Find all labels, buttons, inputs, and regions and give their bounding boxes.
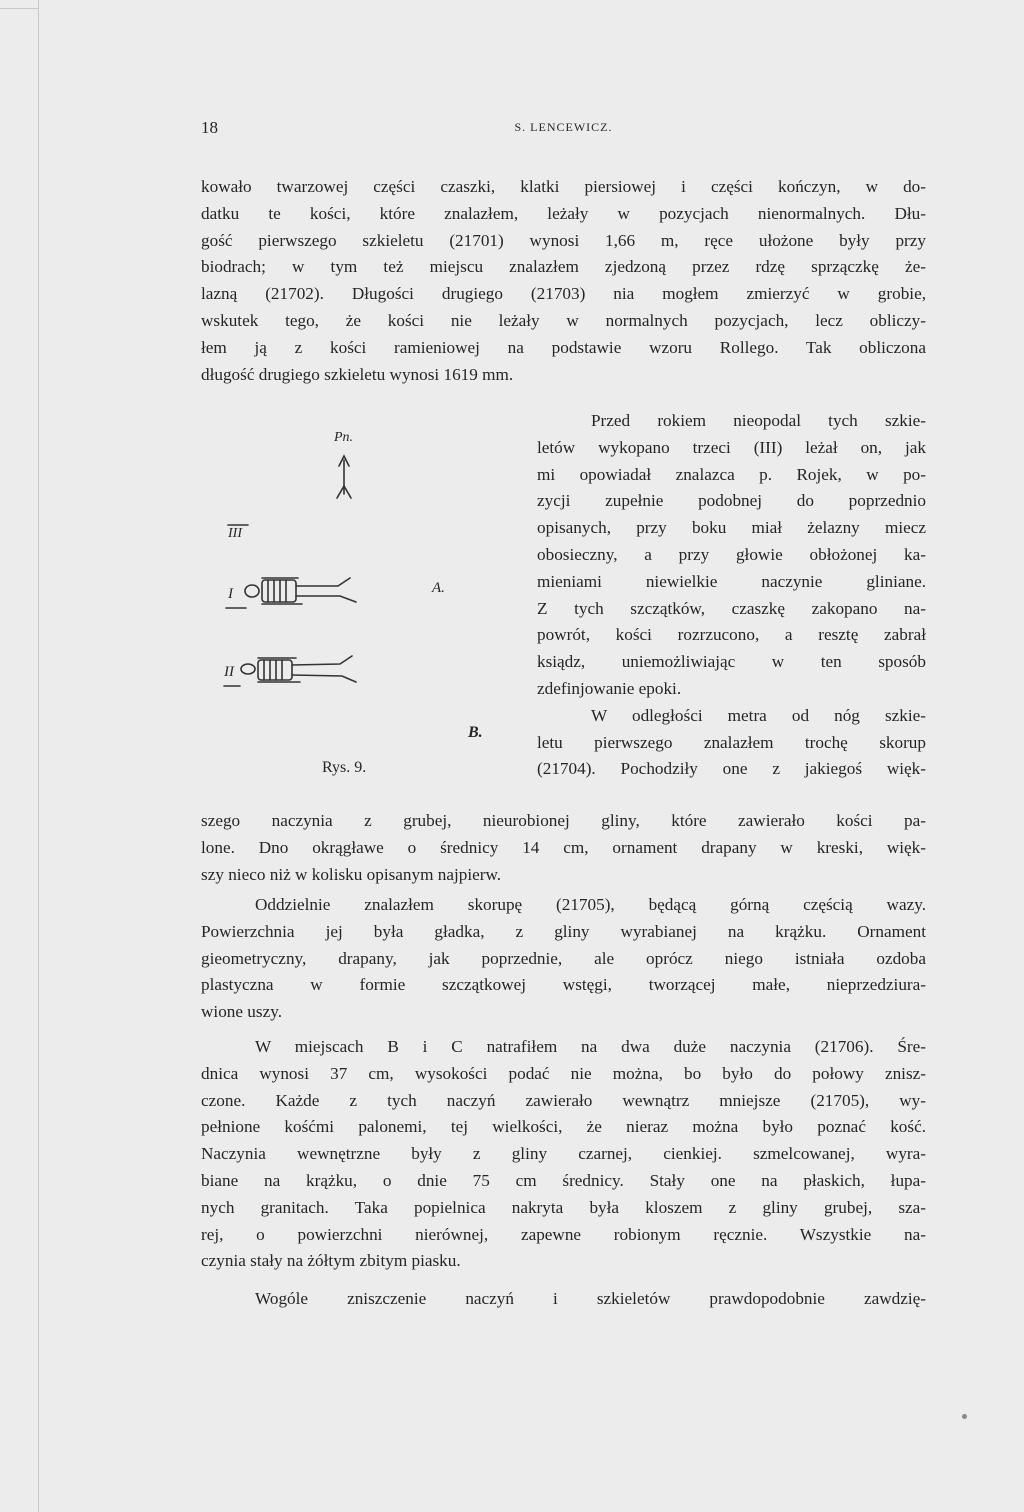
page-number: 18 [201,118,218,137]
text-line: mi opowiadał znalazca p. Rojek, w po- [537,464,926,484]
text-line: biane na krążku, o dnie 75 cm średnicy. Stały one na płaskich, łupa- [201,1170,926,1190]
running-head: S. LENCEWICZ. [514,120,613,134]
text-line: mieniami niewielkie naczynie gliniane. [537,571,926,591]
label-b: B. [468,724,483,741]
text-line: czynia stały na żółtym zbitym piasku. [201,1251,461,1271]
text-line: W odległości metra od nóg szkie- [591,705,926,725]
text-line: Wogóle zniszczenie naczyń i szkieletów prawdopodobnie zawdzię- [255,1289,926,1308]
text-line: Naczynia wewnętrzne były z gliny czarnej, cienkiej. szmelcowanej, wyra- [201,1144,926,1164]
paragraph-3 [201,892,926,1026]
text-line: wskutek tego, że kości nie leżały w normalnych pozycjach, lecz obliczy- [201,310,926,330]
text-line: lazną (21702). Długości drugiego (21703) nia mogłem zmierzyć w grobie, [201,284,926,304]
text-line: opisanych, przy boku miał żelazny miecz [537,518,926,538]
text-line: letu pierwszego znalazłem trochę skorup [537,732,926,752]
text-line: powrót, kości rozrzucono, a resztę zabrał [537,625,926,645]
skeleton-ii [241,656,356,682]
text-line: łem ją z kości ramieniowej na podstawie wzoru Rollego. Tak obliczona [201,337,926,357]
text-line: zycji zupełnie podobnej do poprzednio [537,491,926,511]
skeleton-i [245,578,356,604]
side-column-text [537,408,926,783]
text-line: Powierzchnia jej była gładka, z gliny wyrabianej na krążku. Ornament [201,921,926,941]
page-header [201,118,926,142]
text-line: datku te kości, które znalazłem, leżały w pozycjach nienormalnych. Dłu- [201,203,926,223]
text-line: szego naczynia z grubej, nieurobionej gliny, które zawierało kości pa- [201,811,926,830]
text-line: obosieczny, a przy głowie obłożonej ka- [537,544,926,564]
text-line: zdefinjowanie epoki. [537,678,682,698]
paragraph-4 [201,1034,926,1275]
text-line: (21704). Pochodziły one z jakiegoś więk- [537,759,926,779]
paragraph-5 [201,1286,926,1313]
text-line: Oddzielnie znalazłem skorupę (21705), będącą górną częścią wazy. [255,895,926,914]
text-line: ksiądz, uniemożliwiając w ten sposób [537,652,926,672]
text-line: letów wykopano trzeci (III) leżał on, jak [537,437,926,457]
text-line: biodrach; w tym też miejscu znalazłem zjedzoną przez rdzę sprzączkę że- [201,257,926,277]
figure-caption: Rys. 9. [322,759,367,776]
label-ii: II [224,664,234,680]
text-line: szy nieco niż w kolisku opisanym najpierw. [201,864,502,884]
paragraph-1 [201,174,926,388]
text-line: pełnione kośćmi palonemi, tej wielkości, że nieraz można było poznać kość. [201,1117,926,1137]
text-line: W miejscach B i C natrafiłem na dwa duże naczynia (21706). Śre- [255,1037,926,1056]
text-line: gość pierwszego szkieletu (21701) wynosi 1,66 m, ręce ułożone były przy [201,230,926,250]
figure-grave-plan [210,420,530,790]
text-line: nych granitach. Taka popielnica nakryta była kloszem z gliny grubej, sza- [201,1197,926,1217]
text-line: długość drugiego szkieletu wynosi 1619 mm. [201,364,514,384]
text-line: dnica wynosi 37 cm, wysokości podać nie można, bo było do połowy znisz- [201,1063,926,1083]
text-line: rej, o powierzchni nierównej, zapewne robionym ręcznie. Wszystkie na- [201,1224,926,1244]
text-line: Z tych szczątków, czaszkę zakopano na- [537,598,926,618]
print-speck [962,1414,967,1419]
text-line: czone. Każde z tych naczyń zawierało wewnątrz mniejsze (21705), wy- [201,1090,926,1110]
text-line: wione uszy. [201,1002,282,1022]
text-line: lone. Dno okrągławe o średnicy 14 cm, ornament drapany w kreski, więk- [201,837,926,857]
page-edge-top [0,8,38,9]
label-a: A. [432,580,445,596]
text-line: Przed rokiem nieopodal tych szkie- [591,411,926,430]
label-north: Pn. [334,430,354,445]
text-line: gieometryczny, drapany, jak poprzednie, ale oprócz niego istniała ozdoba [201,948,926,968]
label-iii: III [228,526,242,541]
text-line: plastyczna w formie szczątkowej wstęgi, tworzącej małe, nieprzedziura- [201,975,926,995]
text-line: kowało twarzowej części czaszki, klatki piersiowej i części kończyn, w do- [201,177,926,196]
paragraph-2 [201,808,926,888]
page-edge [38,0,39,1512]
label-i: I [228,586,233,602]
